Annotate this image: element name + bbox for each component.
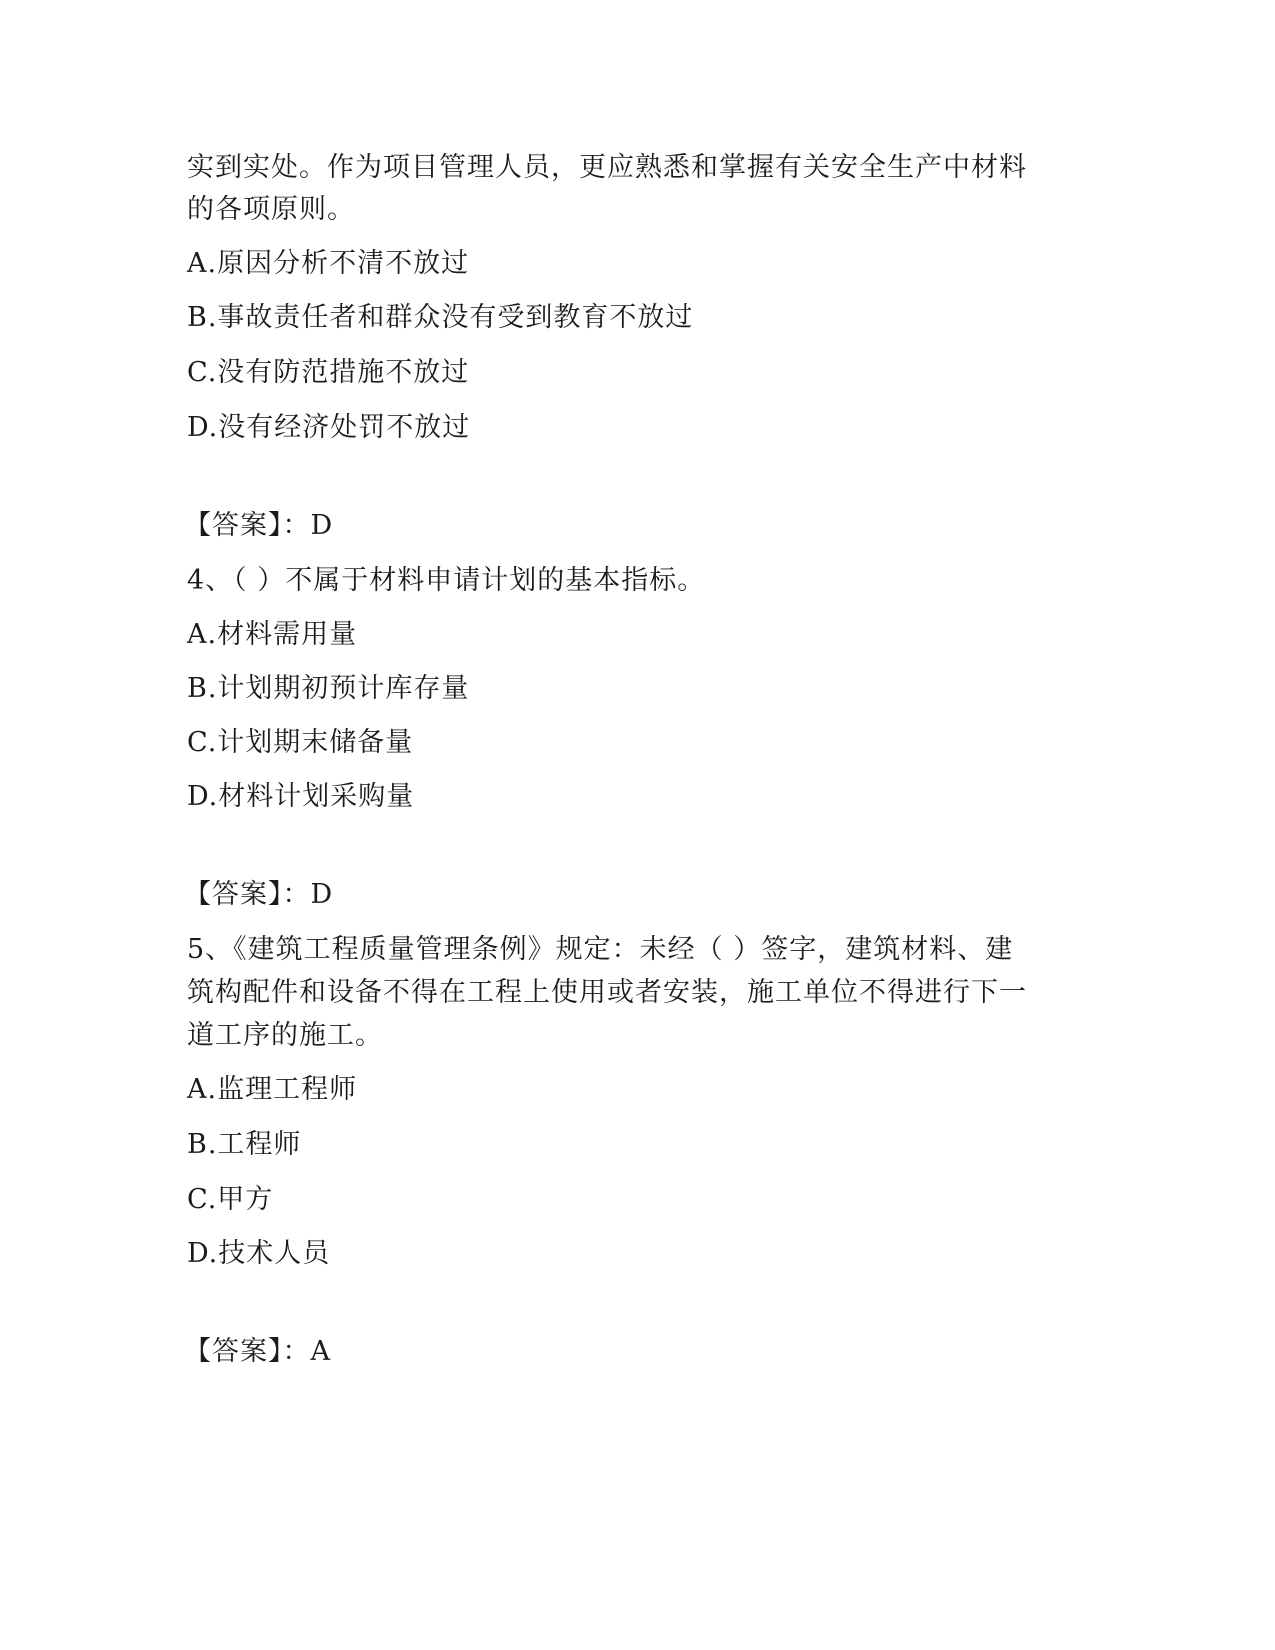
q5-option-d: D.技术人员	[187, 1238, 331, 1269]
q5-option-c: C.甲方	[187, 1184, 274, 1215]
q5-stem-line-2: 筑构配件和设备不得在工程上使用或者安装，施工单位不得进行下一	[187, 977, 1027, 1008]
q5-option-b: B.工程师	[187, 1129, 302, 1160]
q3-stem-line-1: 实到实处。作为项目管理人员，更应熟悉和掌握有关安全生产中材料	[187, 152, 1027, 183]
q4-answer: 【答案】：D	[184, 879, 334, 910]
q3-stem-line-2: 的各项原则。	[187, 194, 355, 225]
q5-answer: 【答案】：A	[184, 1336, 331, 1367]
q3-answer: 【答案】：D	[184, 510, 334, 541]
q4-option-c: C.计划期末储备量	[187, 727, 414, 758]
q5-stem-line-3: 道工序的施工。	[187, 1020, 383, 1051]
q4-option-d: D.材料计划采购量	[187, 781, 415, 812]
q5-option-a: A.监理工程师	[187, 1074, 358, 1105]
q4-option-a: A.材料需用量	[187, 619, 358, 650]
q4-option-b: B.计划期初预计库存量	[187, 673, 470, 704]
q4-stem-line-1: 4、（ ）不属于材料申请计划的基本指标。	[187, 565, 706, 596]
q3-option-a: A.原因分析不清不放过	[187, 248, 470, 279]
q3-option-c: C.没有防范措施不放过	[187, 357, 470, 388]
q3-option-d: D.没有经济处罚不放过	[187, 412, 471, 443]
q3-option-b: B.事故责任者和群众没有受到教育不放过	[187, 302, 694, 333]
q5-stem-line-1: 5、《建筑工程质量管理条例》规定：未经（ ）签字，建筑材料、建	[187, 934, 1014, 965]
